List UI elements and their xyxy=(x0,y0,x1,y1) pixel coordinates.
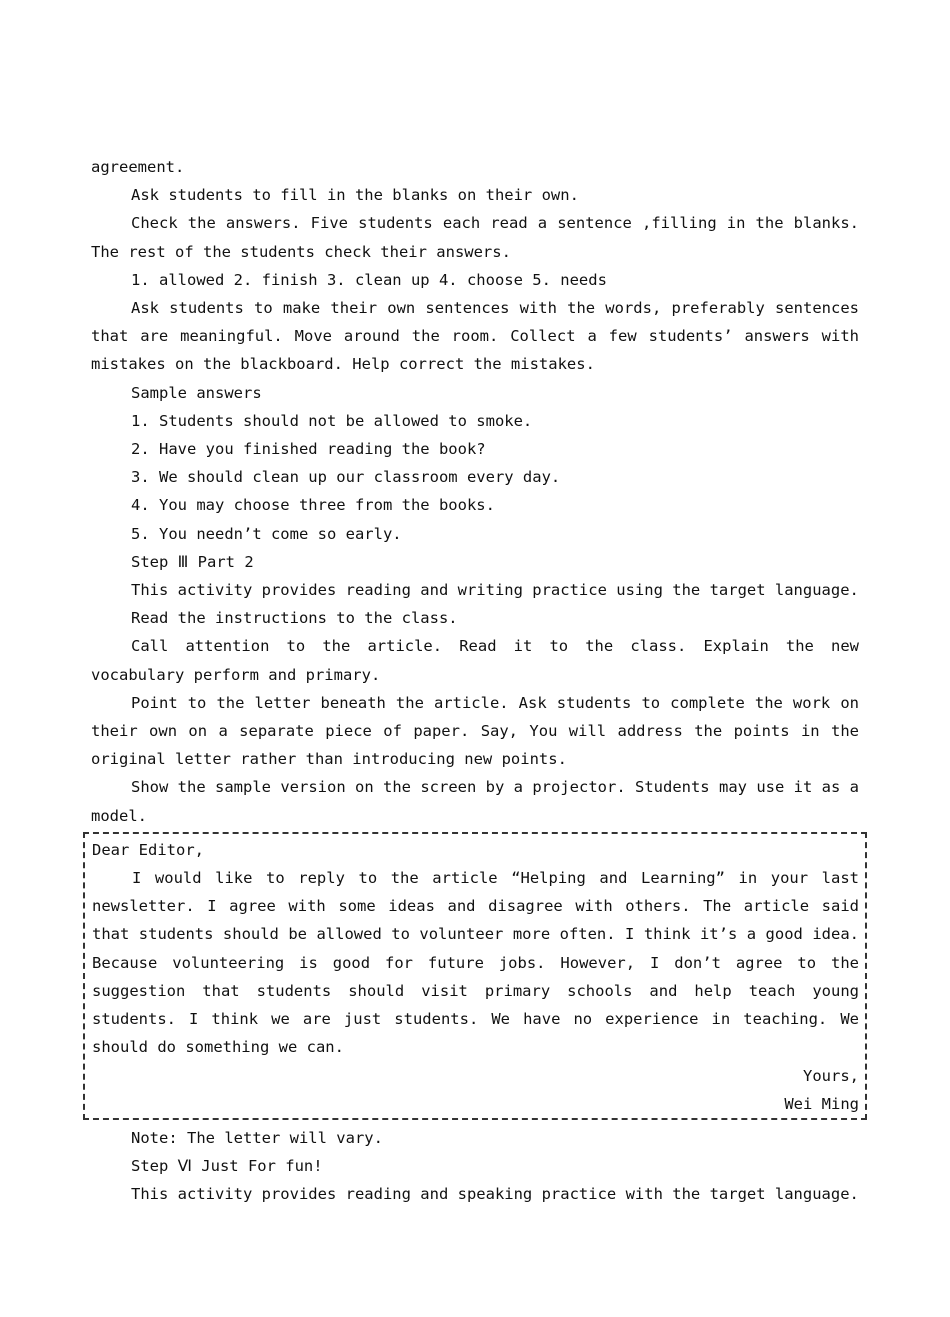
paragraph-read-instructions: Read the instructions to the class. xyxy=(131,609,458,628)
paragraph-activity-speaking: This activity provides reading and speaking practice with the target language. xyxy=(131,1185,859,1204)
sample-answer-item: 3. We should clean up our classroom every day. xyxy=(131,468,561,487)
paragraph-note: Note: The letter will vary. xyxy=(131,1128,383,1147)
paragraph-fill-blanks: Ask students to fill in the blanks on their own. xyxy=(131,186,579,205)
paragraph-agreement: agreement. xyxy=(91,158,185,176)
letter-body: I would like to reply to the article “Helping and Learning” in your last newsletter. I agree with some ideas and disagree with others. The article said that students should be allowed to volunteer more often. I think it’s a good idea. Because volunteering is good for future jobs. However, I don’t agree to the suggestion that students should visit primary schools and help teach young students. I think we are just students. We have no experience in teaching. We should do something we can. xyxy=(92,869,859,1057)
paragraph-call-attention: Call attention to the article. Read it to the class. Explain the new vocabulary perform and primary. xyxy=(91,637,859,684)
sample-answer-item: 2. Have you finished reading the book? xyxy=(131,440,486,459)
letter-closing: Yours, xyxy=(803,1066,859,1085)
letter-signature: Wei Ming xyxy=(784,1094,859,1113)
paragraph-show-sample: Show the sample version on the screen by a projector. Students may use it as a model. xyxy=(91,778,859,825)
paragraph-make-sentences: Ask students to make their own sentences with the words, preferably sentences that are meaningful. Move around the room. Collect a few students’ answers with mistakes on the blackboard. Help correct the mistakes. xyxy=(91,299,859,374)
step-3-heading: Step Ⅲ Part 2 xyxy=(131,552,254,571)
sample-answer-item: 1. Students should not be allowed to smoke. xyxy=(131,411,533,430)
paragraph-point-letter: Point to the letter beneath the article. Ask students to complete the work on their own on a separate piece of paper. Say, You will address the points in the original letter rather than introducing new points. xyxy=(91,693,859,769)
step-6-heading: Step Ⅵ Just For fun! xyxy=(131,1157,323,1176)
sample-answers-heading: Sample answers xyxy=(131,383,262,402)
paragraph-answer-key: 1. allowed 2. finish 3. clean up 4. choose 5. needs xyxy=(131,270,607,289)
document-body xyxy=(91,153,859,1209)
sample-answer-item: 5. You needn’t come so early. xyxy=(131,524,402,543)
sample-answer-item: 4. You may choose three from the books. xyxy=(131,496,495,515)
sample-letter-box xyxy=(83,832,867,1120)
letter-greeting: Dear Editor, xyxy=(92,840,204,859)
paragraph-check-answers: Check the answers. Five students each read a sentence ,filling in the blanks. The rest of the students check their answers. xyxy=(91,214,859,261)
paragraph-activity-writing: This activity provides reading and writing practice using the target language. xyxy=(131,581,859,600)
